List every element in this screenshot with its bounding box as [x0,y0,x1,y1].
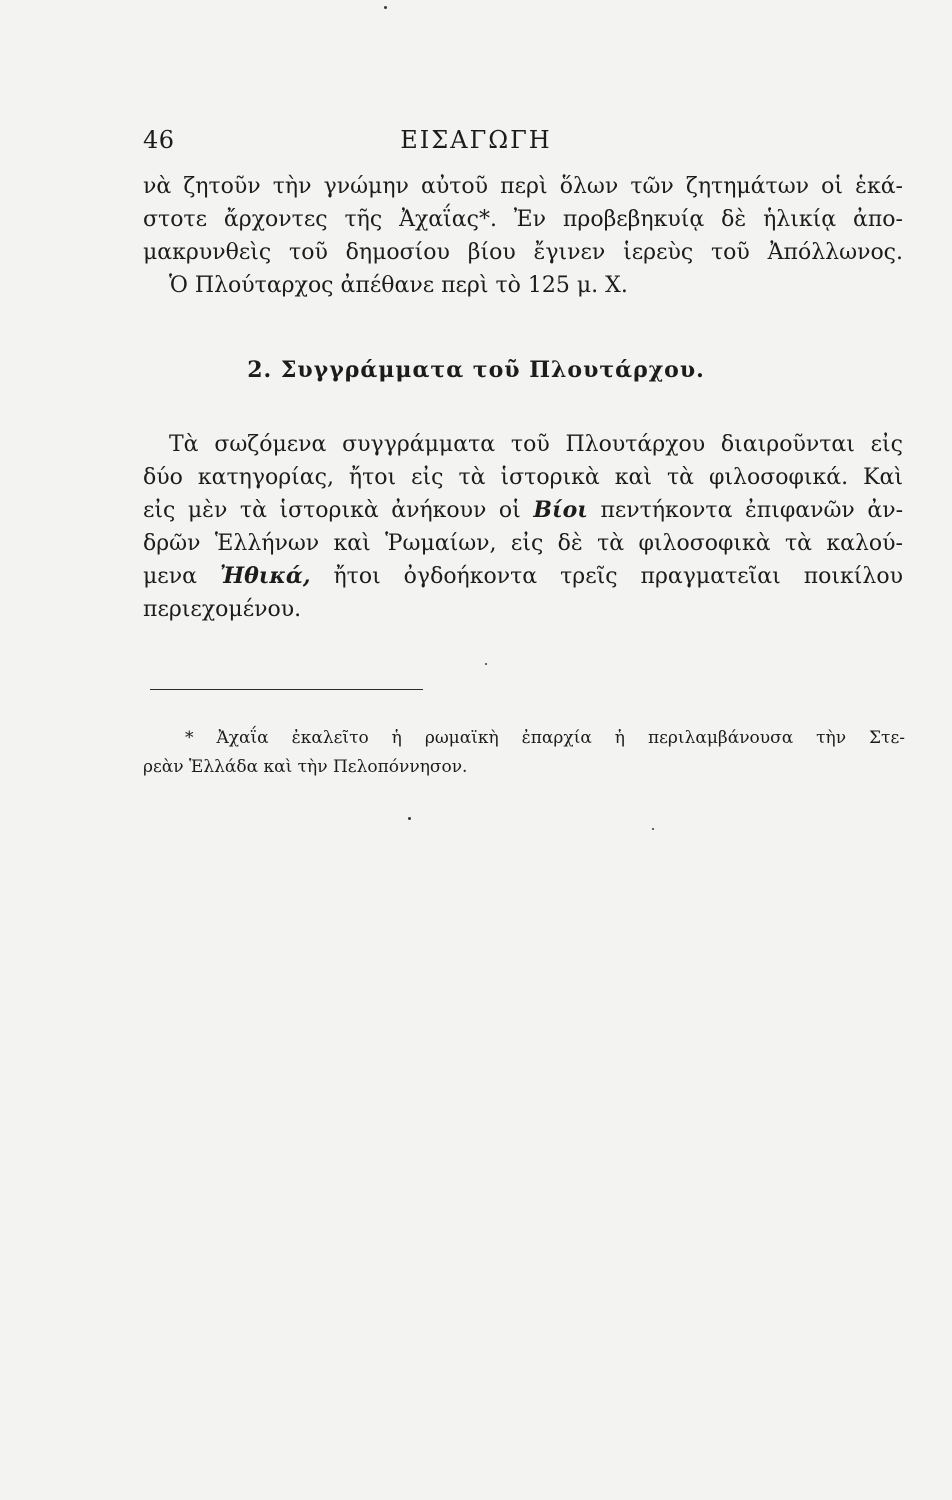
text-line: δύο κατηγορίας, ἤτοι εἰς τὰ ἱστορικὰ καὶ τὰ φιλοσοφικά. Καὶ [143,465,903,490]
footnote-line: * Ἀχαΐα ἐκαλεῖτο ἡ ρωμαϊκὴ ἐπαρχία ἡ περιλαμβάνουσα τὴν Στε- [185,728,905,748]
text-line: Τὰ σωζόμενα συγγράμματα τοῦ Πλουτάρχου διαιροῦνται εἰς [169,432,903,457]
section-heading: 2. Συγγράμματα τοῦ Πλουτάρχου. [247,357,705,383]
footnote-line: ρεὰν Ἑλλάδα καὶ τὴν Πελοπόννησον. [143,757,468,777]
footnote [143,724,905,782]
text-run: εἰς μὲν τὰ ἱστορικὰ ἀνήκουν οἱ [143,498,534,523]
title-ethika: Ἠθικά, [219,563,311,589]
text-run: ἤτοι ὀγδοήκοντα τρεῖς πραγματεῖαι ποικίλου [310,564,903,589]
running-head: ΕΙΣΑΓΩΓΗ [400,126,552,154]
text-line: στοτε ἄρχοντες τῆς Ἀχαΐας*. Ἐν προβεβηκυίᾳ δὲ ἡλικίᾳ ἀπο- [143,207,903,232]
text-line: δρῶν Ἑλλήνων καὶ Ῥωμαίων, εἰς δὲ τὰ φιλοσοφικὰ τὰ καλού- [143,531,903,556]
text-line [143,560,903,593]
text-line: περιεχομένου. [143,597,302,622]
paper-speck [485,663,487,665]
text-line: μακρυνθεὶς τοῦ δημοσίου βίου ἔγινεν ἱερεὺς τοῦ Ἀπόλλωνος. [143,240,903,265]
text-line [143,494,903,527]
text-line: νὰ ζητοῦν τὴν γνώμην αὐτοῦ περὶ ὅλων τῶν ζητημάτων οἱ ἑκά- [143,174,903,199]
footnote-separator [150,689,423,690]
text-run: πεντήκοντα ἐπιφανῶν ἀν- [587,498,904,523]
paragraph-biography-end [143,170,903,302]
paper-speck [408,817,411,820]
text-run: μενα [143,564,220,589]
paragraph-writings [143,428,903,626]
page-number: 46 [143,126,175,154]
title-vioi: Βίοι [533,497,588,523]
paper-speck [652,828,654,830]
text-line: Ὁ Πλούταρχος ἀπέθανε περὶ τὸ 125 μ. Χ. [169,273,628,298]
paper-speck [384,6,387,9]
